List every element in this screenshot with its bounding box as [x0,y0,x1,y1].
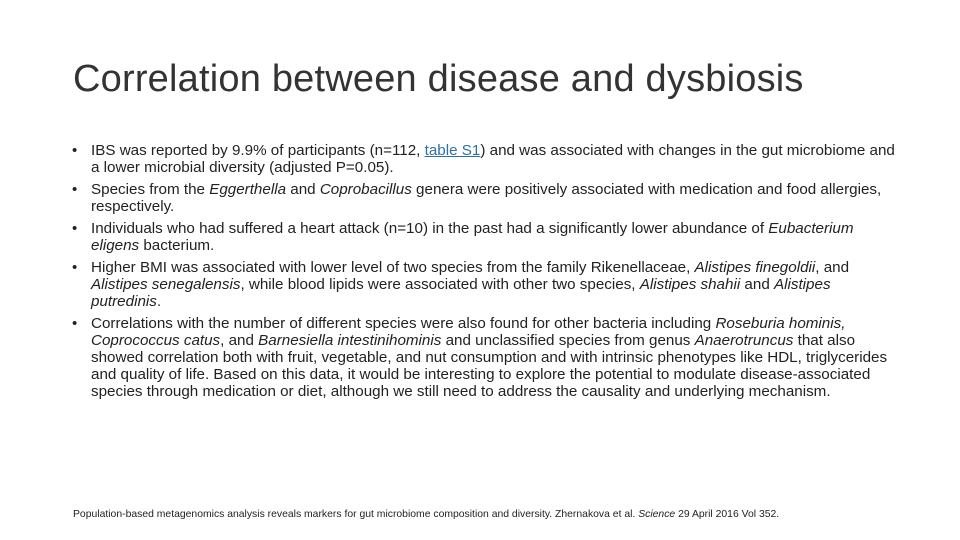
bullet-item [72,315,902,400]
species-name: Eubacterium eligens [91,220,854,254]
table-s1-link[interactable]: table S1 [424,142,481,159]
species-name: Alistipes putredinis [91,276,831,310]
bullet-text: , and [815,259,850,276]
bullet-text: ) and was associated with changes in the gut microbiome and a lower microbial diversity (adjusted P=0.05). [91,142,895,176]
bullet-item [72,259,902,310]
bullet-item [72,181,902,215]
bullet-text: genera were positively associated with medication and food allergies, respectively. [91,181,882,215]
bullet-list [72,142,902,405]
slide-title: Correlation between disease and dysbiosis [73,58,804,100]
bullet-text: , while blood lipids were associated with other two species, [240,276,640,293]
bullet-text: bacterium. [139,237,215,254]
bullet-text: that also showed correlation both with fruit, vegetable, and nut consumption and with intrinsic phenotypes like HDL, triglycerides and quality of life. Based on this data, it would be interesting to explore the potential to modulate disease-associated species through medication or diet, although we still need to address the causality and underlying mechanism. [91,332,888,400]
species-name: Roseburia hominis, Coprococcus catus [91,315,846,349]
bullet-text: Individuals who had suffered a heart attack (n=10) in the past had a significantly lower abundance of [91,220,769,237]
species-name: Anaerotruncus [694,332,794,349]
citation-text: Population-based metagenomics analysis reveals markers for gut microbiome composition and diversity. Zhernakova et al. [73,509,639,520]
citation-journal: Science [638,509,676,520]
citation-date: 29 April 2016 Vol 352. [675,509,780,520]
species-name: Alistipes finegoldii [694,259,816,276]
bullet-item [72,142,902,176]
species-name: Alistipes shahii [639,276,741,293]
bullet-text: and [740,276,774,293]
species-name: Eggerthella [209,181,287,198]
species-name: Barnesiella intestinihominis [258,332,442,349]
bullet-text: Correlations with the number of different species were also found for other bacteria including [91,315,716,332]
bullet-item [72,220,902,254]
bullet-text: , and [220,332,259,349]
bullet-text: and [286,181,320,198]
citation-footer [73,509,779,520]
bullet-text: Higher BMI was associated with lower level of two species from the family Rikenellaceae, [91,259,695,276]
species-name: Alistipes senegalensis [91,276,241,293]
bullet-text: and unclassified species from genus [441,332,695,349]
bullet-text: Species from the [91,181,210,198]
species-name: Coprobacillus [319,181,412,198]
bullet-text: IBS was reported by 9.9% of participants (n=112, [91,142,425,159]
bullet-text: . [156,293,162,310]
